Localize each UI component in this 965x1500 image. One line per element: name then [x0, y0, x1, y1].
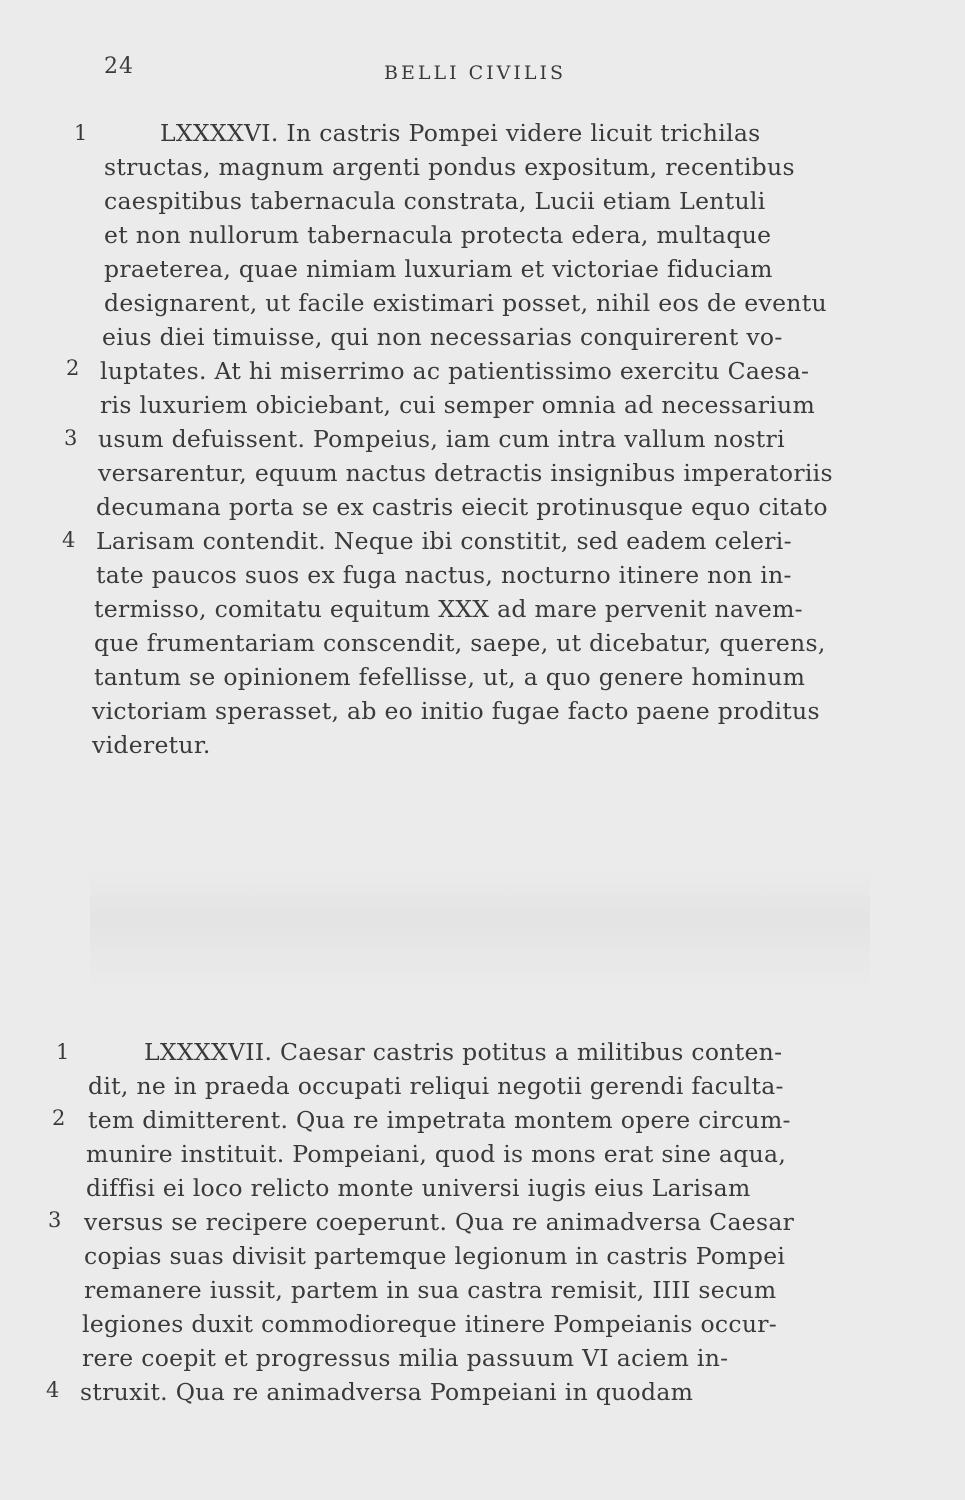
text-line: diffisi ei loco relicto monte universi iugis eius Larisam	[86, 1174, 751, 1202]
text-line: designarent, ut facile existimari posset, nihil eos de eventu	[104, 289, 827, 317]
text-line: Larisam contendit. Neque ibi constitit, sed eadem celeri-	[96, 527, 792, 555]
text-line: structas, magnum argenti pondus expositum, recentibus	[104, 153, 795, 181]
page-number: 24	[104, 54, 134, 79]
text-line: termisso, comitatu equitum XXX ad mare pervenit navem-	[94, 595, 803, 623]
text-line: remanere iussit, partem in sua castra remisit, IIII secum	[84, 1276, 777, 1304]
text-line: versarentur, equum nactus detractis insignibus imperatoriis	[98, 459, 833, 487]
running-head: BELLI CIVILIS	[384, 62, 567, 84]
text-line: tate paucos suos ex fuga nactus, nocturno itinere non in-	[96, 561, 792, 589]
text-line: usum defuissent. Pompeius, iam cum intra vallum nostri	[98, 425, 785, 453]
text-line: decumana porta se ex castris eiecit protinusque equo citato	[96, 493, 828, 521]
text-line: munire instituit. Pompeiani, quod is mons erat sine aqua,	[86, 1140, 787, 1168]
text-line: victoriam sperasset, ab eo initio fugae facto paene proditus	[92, 697, 820, 725]
paragraph-marker-1: 1	[74, 121, 88, 145]
paragraph-marker-3: 3	[48, 1208, 62, 1232]
bleed-through-shadow	[90, 870, 870, 990]
text-line: caespitibus tabernacula constrata, Lucii etiam Lentuli	[104, 187, 766, 215]
text-line: tantum se opinionem fefellisse, ut, a quo genere hominum	[94, 663, 806, 691]
paragraph-marker-4: 4	[46, 1378, 60, 1402]
text-line: et non nullorum tabernacula protecta edera, multaque	[104, 221, 772, 249]
paragraph-marker-1: 1	[56, 1040, 70, 1064]
text-line: LXXXXVII. Caesar castris potitus a militibus conten-	[144, 1038, 783, 1066]
text-line: struxit. Qua re animadversa Pompeiani in quodam	[80, 1378, 694, 1406]
text-line: legiones duxit commodioreque itinere Pompeianis occur-	[82, 1310, 778, 1338]
text-line: versus se recipere coeperunt. Qua re animadversa Caesar	[84, 1208, 795, 1236]
text-line: eius diei timuisse, qui non necessarias conquirerent vo-	[102, 323, 783, 351]
paragraph-marker-2: 2	[52, 1106, 66, 1130]
text-line: que frumentariam conscendit, saepe, ut dicebatur, querens,	[94, 629, 826, 657]
text-line: copias suas divisit partemque legionum in castris Pompei	[84, 1242, 786, 1270]
text-line: praeterea, quae nimiam luxuriam et victoriae fiduciam	[104, 255, 773, 283]
text-line: ris luxuriem obiciebant, cui semper omnia ad necessarium	[100, 391, 816, 419]
text-line: tem dimitterent. Qua re impetrata montem opere circum-	[88, 1106, 791, 1134]
paragraph-marker-3: 3	[64, 426, 78, 450]
text-line: luptates. At hi miserrimo ac patientissimo exercitu Caesa-	[100, 357, 810, 385]
paragraph-marker-4: 4	[62, 528, 76, 552]
text-line: dit, ne in praeda occupati reliqui negotii gerendi faculta-	[88, 1072, 784, 1100]
text-line: videretur.	[92, 731, 211, 759]
text-line: rere coepit et progressus milia passuum VI aciem in-	[82, 1344, 729, 1372]
text-line: LXXXXVI. In castris Pompei videre licuit trichilas	[160, 119, 761, 147]
paragraph-marker-2: 2	[66, 356, 80, 380]
